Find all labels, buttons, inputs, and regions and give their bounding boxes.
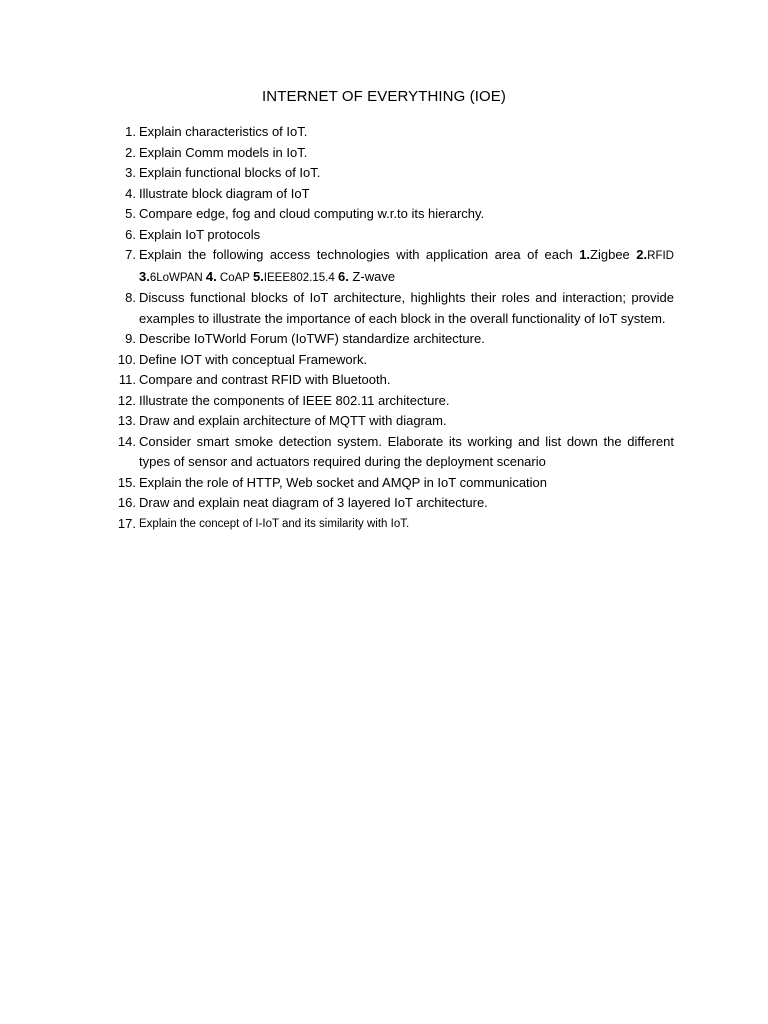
item-number: 9. bbox=[125, 331, 136, 346]
item-number: 12. bbox=[117, 392, 136, 408]
item-number: 11. bbox=[118, 372, 136, 387]
item-text: Compare edge, fog and cloud computing w.r.to its hierarchy. bbox=[139, 206, 485, 221]
item-number: 1. bbox=[125, 124, 136, 139]
item-number: 15. bbox=[117, 474, 136, 490]
item-text: Define IOT with conceptual Framework. bbox=[139, 351, 368, 367]
item-number: 17. bbox=[117, 515, 136, 531]
sub-number: 4. bbox=[205, 268, 217, 284]
item-text: Discuss functional blocks of IoT architecture, highlights their roles and interaction; provide examples to illustrate the importance of each block in the overall functionality of IoT system. bbox=[139, 290, 674, 326]
item-text: Illustrate block diagram of IoT bbox=[139, 185, 310, 201]
item-number: 5. bbox=[125, 206, 136, 221]
item-number: 6. bbox=[125, 226, 136, 242]
item-text: Draw and explain architecture of MQTT with diagram. bbox=[139, 413, 447, 428]
list-item bbox=[108, 288, 674, 329]
sub-number: 2. bbox=[636, 247, 648, 262]
sub-label: Z-wave bbox=[348, 268, 396, 284]
item-number: 8. bbox=[125, 290, 136, 305]
list-item bbox=[108, 411, 674, 432]
item-text: Compare and contrast RFID with Bluetooth. bbox=[139, 372, 391, 387]
sub-label: IEEE802.15.4 bbox=[263, 271, 338, 284]
sub-number: 3. bbox=[139, 268, 150, 284]
sub-label: CoAP bbox=[216, 271, 253, 284]
item-number: 10. bbox=[117, 351, 136, 367]
item-text: Explain functional blocks of IoT. bbox=[139, 165, 321, 180]
item-text: Explain the role of HTTP, Web socket and AMQP in IoT communication bbox=[139, 474, 548, 490]
list-item bbox=[108, 329, 674, 350]
list-item bbox=[108, 184, 674, 205]
sub-number: 6. bbox=[337, 268, 349, 284]
list-item bbox=[108, 204, 674, 225]
item-intro: Explain the following access technologies with application area of each bbox=[139, 247, 580, 262]
item-text: Explain the concept of I-IoT and its similarity with IoT. bbox=[139, 517, 410, 530]
sub-number: 5. bbox=[252, 268, 264, 284]
list-item bbox=[108, 473, 674, 494]
item-number: 13. bbox=[117, 413, 136, 428]
item-text: Consider smart smoke detection system. Elaborate its working and list down the different types of sensor and actuators required during the deployment scenario bbox=[139, 433, 674, 469]
item-text bbox=[139, 245, 674, 288]
sub-label: RFID bbox=[647, 250, 674, 262]
item-text: Draw and explain neat diagram of 3 layered IoT architecture. bbox=[139, 495, 488, 510]
sub-number: 1. bbox=[579, 247, 591, 262]
list-item bbox=[108, 163, 674, 184]
list-item bbox=[108, 143, 674, 164]
item-number: 7. bbox=[125, 247, 136, 262]
item-number: 2. bbox=[125, 144, 136, 160]
list-item bbox=[108, 225, 674, 246]
list-item bbox=[108, 350, 674, 371]
list-item bbox=[108, 493, 674, 514]
list-item bbox=[108, 514, 674, 535]
list-item bbox=[108, 432, 674, 473]
list-item bbox=[108, 245, 674, 288]
sub-label: 6LoWPAN bbox=[149, 271, 206, 284]
page-title: INTERNET OF EVERYTHING (IOE) bbox=[262, 88, 506, 105]
sub-label: Zigbee bbox=[590, 247, 637, 262]
list-item bbox=[108, 391, 674, 412]
list-item bbox=[108, 122, 674, 143]
item-text: Explain IoT protocols bbox=[139, 226, 261, 242]
item-number: 14. bbox=[117, 433, 136, 449]
item-text: Explain characteristics of IoT. bbox=[139, 124, 308, 139]
question-list bbox=[108, 122, 674, 534]
list-item bbox=[108, 370, 674, 391]
item-number: 16. bbox=[117, 495, 136, 510]
item-text: Illustrate the components of IEEE 802.11 architecture. bbox=[139, 392, 450, 408]
item-number: 4. bbox=[125, 185, 136, 201]
item-text: Describe IoTWorld Forum (IoTWF) standardize architecture. bbox=[139, 331, 485, 346]
item-text: Explain Comm models in IoT. bbox=[139, 144, 308, 160]
item-number: 3. bbox=[125, 165, 136, 180]
